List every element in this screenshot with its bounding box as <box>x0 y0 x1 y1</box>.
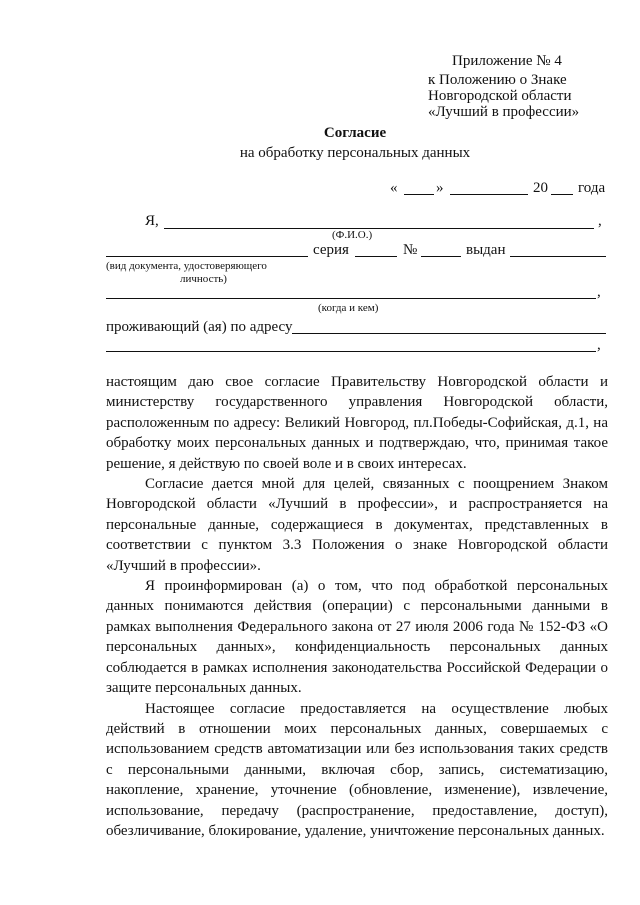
year-word: года <box>578 180 606 196</box>
issued-blank <box>510 256 606 257</box>
address-blank-1 <box>292 333 606 334</box>
series-label: серия <box>313 242 349 258</box>
paragraph-informed: Я проинформирован (а) о том, что под обработкой персональных данных понимаются действия (операции) с персональными данными в рамках выполнения Федерального закона от 27 июля 2006 года № 152-ФЗ «О персональных данных», конфиденциальность персональных данных соблюдается в рамках исполнения законодательства Российской Федерации о защите персональных данных. <box>106 578 608 697</box>
paragraph-purpose: Согласие дается мной для целей, связанных с поощрением Знаком Новгородской области «Лучший в профессии», и распространяется на персональные данные, содержащиеся в документах, представленных в соответствии с пунктом 3.3 Положения о знаке Новгородской области «Лучший в профессии». <box>106 476 608 574</box>
doc-type-caption-1: (вид документа, удостоверяющего <box>106 260 267 272</box>
number-blank <box>421 256 461 257</box>
address-blank-2 <box>106 351 596 352</box>
month-blank <box>450 194 528 195</box>
appendix-line-1: к Положению о Знаке <box>428 72 567 88</box>
appendix-line-3: «Лучший в профессии» <box>428 104 580 120</box>
when-who-blank <box>106 298 596 299</box>
year-blank <box>551 194 573 195</box>
when-who-comma: , <box>597 284 601 300</box>
address-comma: , <box>597 337 601 353</box>
document-title: Согласие <box>323 125 387 141</box>
doc-type-blank <box>106 256 308 257</box>
body-text <box>106 372 608 841</box>
fio-comma: , <box>598 213 602 229</box>
fio-caption: (Ф.И.О.) <box>332 229 373 241</box>
appendix-title: Приложение № 4 <box>452 53 562 69</box>
day-blank <box>404 194 434 195</box>
fio-blank <box>164 228 594 229</box>
address-label: проживающий (ая) по адресу <box>106 319 293 335</box>
ya-label: Я, <box>145 213 159 229</box>
year-prefix: 20 <box>533 180 548 196</box>
date-open-quote: « <box>390 180 398 196</box>
paragraph-consent-grant: настоящим даю свое согласие Правительству Новгородской области и министерству государственного управления Новгородской области, расположенным по адресу: Великий Новгород, пл.Победы-Софийская, д.1, на обработку моих персональных данных и подтверждаю, что, принимая такое решение, я действую по своей воле и в своих интересах. <box>106 374 608 472</box>
date-close-quote: » <box>436 180 444 196</box>
when-who-caption: (когда и кем) <box>318 302 379 314</box>
doc-type-caption-2: личность) <box>180 273 227 285</box>
series-blank <box>355 256 397 257</box>
issued-label: выдан <box>466 242 506 258</box>
appendix-line-2: Новгородской области <box>428 88 572 104</box>
document-subtitle: на обработку персональных данных <box>239 145 471 161</box>
number-label: № <box>403 242 418 258</box>
paragraph-scope: Настоящее согласие предоставляется на осуществление любых действий в отношении моих персональных данных, совершаемых с использованием средств автоматизации или без использования таких средств с персональными данными, включая сбор, запись, систематизацию, накопление, хранение, уточнение (обновление, изменение), извлечение, использование, передачу (распространение, предоставление, доступ), обезличивание, блокирование, удаление, уничтожение персональных данных. <box>106 700 608 839</box>
